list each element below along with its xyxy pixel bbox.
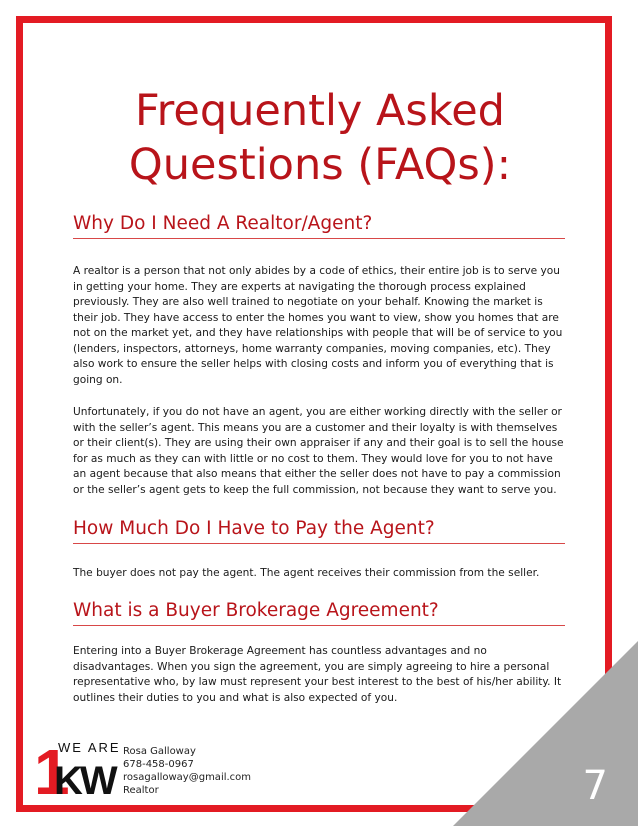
logo-numeral: 1 — [34, 738, 70, 798]
contact-block — [123, 745, 251, 797]
page-title: Frequently Asked Questions (FAQs): — [128, 86, 512, 190]
kw-we-are-1-logo — [34, 738, 126, 798]
contact-email: rosagalloway@gmail.com — [123, 772, 252, 783]
paragraph-why-realtor-2: Unfortunately, if you do not have an agent, you are either working directly with the seller or with the seller’s agent. This means you are a customer and their loyalty is with themselves or their client(s). They are using their own appraiser if any and their goal is to sell the house for as much as they can with little or no cost to them. They would love for you to not have an agent because that also means that either the seller does not have to pay a commission or the seller’s agent gets to keep the full commission, not because they want to serve you. — [73, 406, 564, 496]
section-heading-pay-agent: How Much Do I Have to Pay the Agent? — [73, 517, 565, 544]
contact-phone: 678-458-0967 — [123, 759, 194, 770]
paragraph-pay-agent: The buyer does not pay the agent. The agent receives their commission from the seller. — [73, 567, 540, 579]
contact-role: Realtor — [123, 785, 159, 796]
section-heading-brokerage: What is a Buyer Brokerage Agreement? — [73, 599, 565, 626]
logo-letters: KW — [54, 759, 115, 798]
paragraph-brokerage: Entering into a Buyer Brokerage Agreement has countless advantages and no disadvantages. When you sign the agreement, you are simply agreeing to hire a personal representative who, by law must represent your best interest to the best of his/her ability. It outlines their duties to you and what is also expected of you. — [73, 645, 562, 704]
paragraph-why-realtor-1: A realtor is a person that not only abides by a code of ethics, their entire job is to serve you in getting your home. They are experts at navigating the thorough process explained previously. They are also well trained to negotiate on your behalf. Knowing the market is their job. They have access to enter the homes you want to view, show you homes that are not on the market yet, and they have relationships with people that will be of service to you (lenders, inspectors, attorneys, home warranty companies, moving companies, etc). They also work to ensure the seller helps with closing costs and inform you of everything that is going on. — [73, 265, 563, 386]
logo-tagline: WE ARE — [58, 740, 121, 755]
page-number: 7 — [582, 763, 608, 809]
section-heading-why-realtor: Why Do I Need A Realtor/Agent? — [73, 212, 565, 239]
contact-name: Rosa Galloway — [123, 746, 196, 757]
